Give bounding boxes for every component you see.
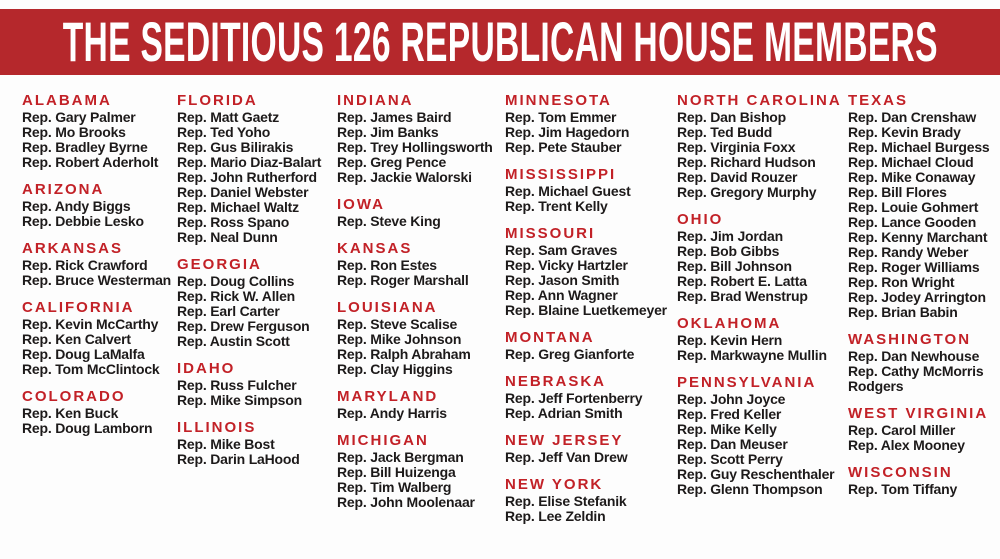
member-name: Rep. Mo Brooks	[22, 124, 126, 140]
member-name: Rep. Ken Buck	[22, 405, 119, 421]
state-heading: ARKANSAS	[22, 240, 124, 257]
member-name: Rep. Jackie Walorski	[337, 169, 472, 185]
member-name: Rep. Gregory Murphy	[677, 184, 817, 200]
member-name: Rep. Lance Gooden	[848, 214, 977, 230]
member-name: Rep. Pete Stauber	[505, 139, 622, 155]
state-heading: WISCONSIN	[848, 464, 953, 481]
member-name: Rep. Alex Mooney	[848, 437, 965, 453]
state-heading: LOUISIANA	[337, 299, 438, 316]
member-name: Rep. Tim Walberg	[337, 479, 452, 495]
member-name: Rep. Brad Wenstrup	[677, 288, 808, 304]
member-name: Rep. Steve King	[337, 213, 441, 229]
member-name: Rep. Mike Kelly	[677, 421, 777, 437]
member-name: Rep. Jeff Fortenberry	[505, 390, 643, 406]
member-name: Rep. Jim Jordan	[677, 228, 783, 244]
member-name: Rep. Tom Emmer	[505, 109, 617, 125]
state-heading: MICHIGAN	[337, 432, 429, 449]
member-name: Rep. Bob Gibbs	[677, 243, 780, 259]
member-name: Rep. Gus Bilirakis	[177, 139, 294, 155]
state-heading: MARYLAND	[337, 388, 439, 405]
state-block	[337, 300, 505, 377]
member-name: Rep. Drew Ferguson	[177, 318, 310, 334]
state-block	[177, 93, 337, 245]
state-block	[337, 389, 505, 421]
member-name: Rep. Neal Dunn	[177, 229, 278, 245]
member-name: Rep. Mike Bost	[177, 436, 275, 452]
member-name: Rep. Mike Conaway	[848, 169, 976, 185]
state-heading: FLORIDA	[177, 92, 258, 109]
state-block	[22, 182, 177, 229]
page-title: THE SEDITIOUS 126 REPUBLICAN HOUSE MEMBERS	[62, 10, 938, 73]
state-block	[22, 241, 177, 288]
member-name: Rep. Markwayne Mullin	[677, 347, 827, 363]
state-column	[505, 93, 677, 536]
member-name: Rep. Elise Stefanik	[505, 493, 627, 509]
member-name: Rep. Adrian Smith	[505, 405, 623, 421]
member-name: Rep. Bill Johnson	[677, 258, 792, 274]
member-name: Rep. Blaine Luetkemeyer	[505, 302, 667, 318]
member-name: Rep. Rick Crawford	[22, 257, 148, 273]
member-name: Rep. Richard Hudson	[677, 154, 816, 170]
member-name: Rep. Jason Smith	[505, 272, 620, 288]
member-name: Rep. Bill Huizenga	[337, 464, 456, 480]
member-name: Rep. James Baird	[337, 109, 452, 125]
member-name: Rep. Mike Simpson	[177, 392, 302, 408]
member-name: Rep. Vicky Hartzler	[505, 257, 628, 273]
member-name: Rep. Matt Gaetz	[177, 109, 280, 125]
member-name: Rep. Debbie Lesko	[22, 213, 144, 229]
state-heading: INDIANA	[337, 92, 414, 109]
state-heading: TEXAS	[848, 92, 909, 109]
members-list	[22, 93, 1000, 536]
member-name: Rep. Mario Diaz-Balart	[177, 154, 322, 170]
member-name: Rep. Dan Crenshaw	[848, 109, 977, 125]
member-name: Rep. Ted Budd	[677, 124, 773, 140]
state-heading: WEST VIRGINIA	[848, 405, 989, 422]
state-block	[505, 226, 677, 318]
member-name: Rep. Glenn Thompson	[677, 481, 823, 497]
member-name: Rep. Mike Johnson	[337, 331, 462, 347]
member-name: Rep. Tom Tiffany	[848, 481, 958, 497]
state-heading: WASHINGTON	[848, 331, 972, 348]
state-block	[848, 93, 1000, 320]
member-name: Rep. Michael Waltz	[177, 199, 299, 215]
state-block	[505, 477, 677, 524]
member-name: Rep. John Rutherford	[177, 169, 317, 185]
member-name: Rep. Michael Burgess	[848, 139, 990, 155]
state-block	[22, 93, 177, 170]
state-heading: CALIFORNIA	[22, 299, 135, 316]
member-name: Rep. Doug LaMalfa	[22, 346, 145, 362]
member-name: Rep. Jim Banks	[337, 124, 439, 140]
state-column	[22, 93, 177, 536]
member-name: Rep. Doug Lamborn	[22, 420, 153, 436]
state-heading: NEBRASKA	[505, 373, 607, 390]
title-banner	[0, 9, 1000, 75]
member-name: Rep. Trey Hollingsworth	[337, 139, 493, 155]
member-name: Rep. Tom McClintock	[22, 361, 160, 377]
state-heading: MISSOURI	[505, 225, 596, 242]
state-block	[505, 374, 677, 421]
state-column	[337, 93, 505, 536]
member-name: Rep. Earl Carter	[177, 303, 280, 319]
member-name: Rep. Louie Gohmert	[848, 199, 979, 215]
member-name: Rep. John Moolenaar	[337, 494, 475, 510]
member-name: Rep. Ann Wagner	[505, 287, 618, 303]
member-name: Rep. Carol Miller	[848, 422, 956, 438]
state-heading: COLORADO	[22, 388, 126, 405]
state-block	[177, 361, 337, 408]
member-name: Rep. Andy Biggs	[22, 198, 131, 214]
state-heading: MINNESOTA	[505, 92, 612, 109]
member-name: Rep. Ron Wright	[848, 274, 955, 290]
member-name: Rep. John Joyce	[677, 391, 786, 407]
member-name: Rep. Ross Spano	[177, 214, 290, 230]
state-heading: IDAHO	[177, 360, 236, 377]
member-name: Rep. David Rouzer	[677, 169, 798, 185]
state-block	[848, 332, 1000, 394]
state-block	[505, 167, 677, 214]
state-heading: IOWA	[337, 196, 385, 213]
state-heading: OKLAHOMA	[677, 315, 782, 332]
member-name: Rep. Darin LaHood	[177, 451, 300, 467]
state-heading: OHIO	[677, 211, 724, 228]
member-name: Rep. Austin Scott	[177, 333, 290, 349]
member-name: Rep. Russ Fulcher	[177, 377, 297, 393]
member-name: Rep. Dan Bishop	[677, 109, 787, 125]
state-block	[177, 420, 337, 467]
state-block	[677, 375, 848, 497]
member-name: Rep. Jodey Arrington	[848, 289, 986, 305]
state-heading: MISSISSIPPI	[505, 166, 617, 183]
member-name: Rep. Randy Weber	[848, 244, 969, 260]
member-name: Rep. Bradley Byrne	[22, 139, 148, 155]
member-name: Rep. Greg Gianforte	[505, 346, 635, 362]
member-name: Rep. Rick W. Allen	[177, 288, 296, 304]
member-name: Rep. Jack Bergman	[337, 449, 464, 465]
state-heading: NEW JERSEY	[505, 432, 624, 449]
member-name: Rep. Clay Higgins	[337, 361, 453, 377]
state-heading: NEW YORK	[505, 476, 604, 493]
state-heading: KANSAS	[337, 240, 413, 257]
state-block	[848, 465, 1000, 497]
state-heading: ARIZONA	[22, 181, 105, 198]
state-block	[505, 330, 677, 362]
member-name: Rep. Virginia Foxx	[677, 139, 796, 155]
member-name: Rep. Greg Pence	[337, 154, 447, 170]
member-name: Rep. Ron Estes	[337, 257, 437, 273]
member-name: Rep. Bill Flores	[848, 184, 947, 200]
state-block	[337, 197, 505, 229]
state-block	[337, 433, 505, 510]
state-column	[677, 93, 848, 536]
state-block	[22, 389, 177, 436]
state-heading: ILLINOIS	[177, 419, 257, 436]
state-block	[505, 433, 677, 465]
member-name: Rep. Jim Hagedorn	[505, 124, 630, 140]
member-name: Rep. Daniel Webster	[177, 184, 309, 200]
state-block	[677, 93, 848, 200]
member-name: Rep. Jeff Van Drew	[505, 449, 628, 465]
member-name: Rep. Robert Aderholt	[22, 154, 159, 170]
state-column	[177, 93, 337, 536]
member-name: Rep. Steve Scalise	[337, 316, 458, 332]
member-name: Rep. Ralph Abraham	[337, 346, 471, 362]
state-block	[677, 316, 848, 363]
member-name: Rep. Scott Perry	[677, 451, 783, 467]
member-name: Rep. Brian Babin	[848, 304, 958, 320]
state-block	[177, 257, 337, 349]
state-block	[848, 406, 1000, 453]
state-block	[505, 93, 677, 155]
state-heading: ALABAMA	[22, 92, 112, 109]
member-name: Rep. Kevin McCarthy	[22, 316, 159, 332]
member-name: Rep. Michael Cloud	[848, 154, 974, 170]
member-name: Rep. Ken Calvert	[22, 331, 131, 347]
member-name: Rep. Kenny Marchant	[848, 229, 988, 245]
state-column	[848, 93, 1000, 536]
member-name: Rep. Roger Marshall	[337, 272, 469, 288]
member-name: Rep. Fred Keller	[677, 406, 782, 422]
member-name: Rep. Andy Harris	[337, 405, 447, 421]
member-name: Rep. Kevin Hern	[677, 332, 783, 348]
state-heading: GEORGIA	[177, 256, 262, 273]
member-name: Rep. Bruce Westerman	[22, 272, 172, 288]
member-name: Rep. Trent Kelly	[505, 198, 608, 214]
member-name: Rep. Cathy McMorris Rodgers	[848, 363, 984, 394]
member-name: Rep. Sam Graves	[505, 242, 618, 258]
state-heading: NORTH CAROLINA	[677, 92, 842, 109]
member-name: Rep. Doug Collins	[177, 273, 295, 289]
member-name: Rep. Kevin Brady	[848, 124, 961, 140]
member-name: Rep. Guy Reschenthaler	[677, 466, 835, 482]
member-name: Rep. Roger Williams	[848, 259, 980, 275]
state-block	[677, 212, 848, 304]
state-block	[22, 300, 177, 377]
state-block	[337, 93, 505, 185]
member-name: Rep. Dan Newhouse	[848, 348, 980, 364]
member-name: Rep. Lee Zeldin	[505, 508, 606, 524]
state-heading: PENNSYLVANIA	[677, 374, 817, 391]
state-block	[337, 241, 505, 288]
state-heading: MONTANA	[505, 329, 595, 346]
member-name: Rep. Dan Meuser	[677, 436, 788, 452]
member-name: Rep. Michael Guest	[505, 183, 631, 199]
member-name: Rep. Ted Yoho	[177, 124, 271, 140]
member-name: Rep. Gary Palmer	[22, 109, 136, 125]
member-name: Rep. Robert E. Latta	[677, 273, 807, 289]
